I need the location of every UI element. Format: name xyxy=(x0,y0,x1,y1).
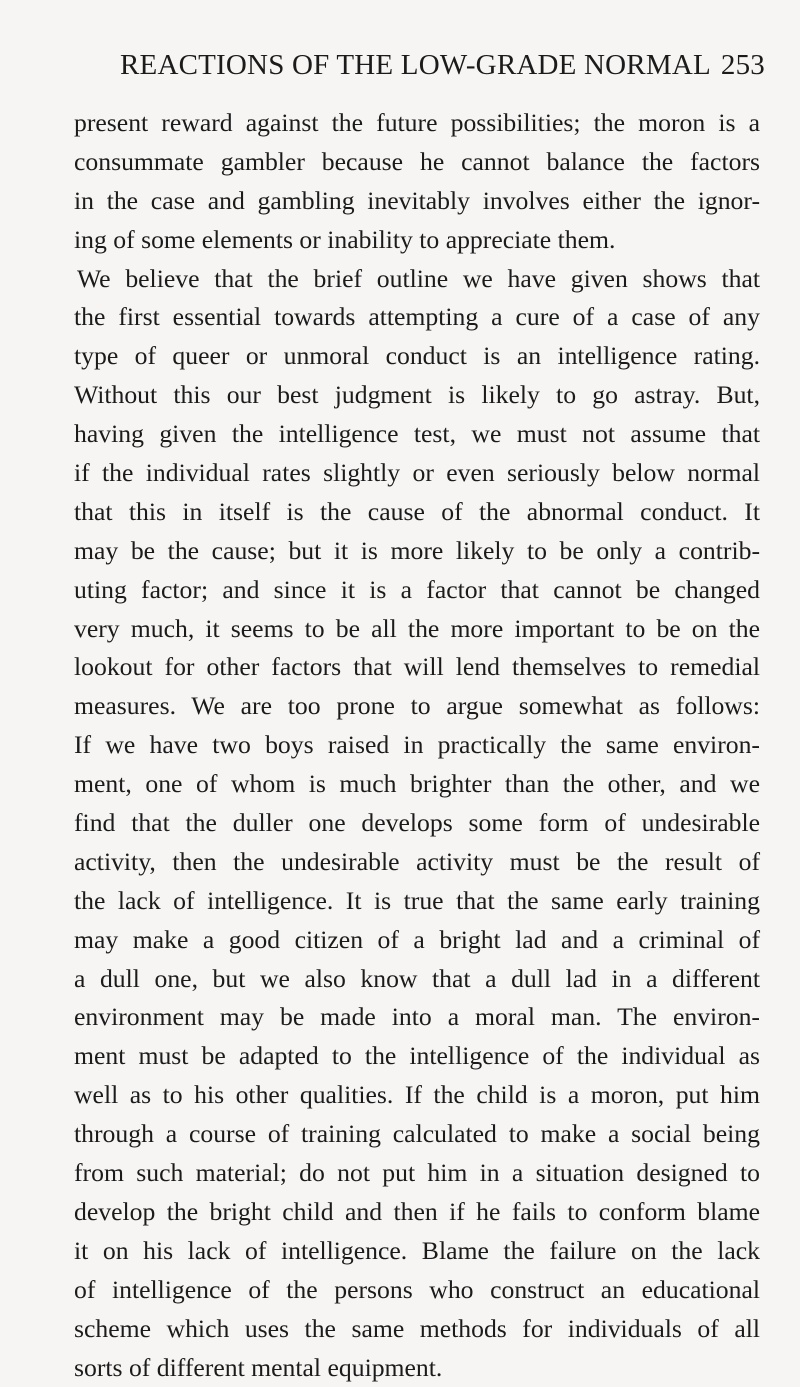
text-line: it on his lack of intelligence. Blame the failure on the lack xyxy=(74,1232,760,1271)
text-line: a dull one, but we also know that a dull lad in a different xyxy=(74,960,760,999)
text-line: lookout for other factors that will lend themselves to remedial xyxy=(74,648,760,687)
text-line: type of queer or unmoral conduct is an intelligence rating. xyxy=(74,337,760,376)
text-line: through a course of training calculated to make a social being xyxy=(74,1115,760,1154)
text-line: ment must be adapted to the intelligence of the individual as xyxy=(74,1037,760,1076)
text-line: may make a good citizen of a bright lad and a criminal of xyxy=(74,921,760,960)
text-line: scheme which uses the same methods for individuals of all xyxy=(74,1310,760,1349)
body-text xyxy=(74,104,760,1387)
text-line: Without this our best judgment is likely to go astray. But, xyxy=(74,376,760,415)
text-line: very much, it seems to be all the more important to be on the xyxy=(74,610,760,649)
text-line: the lack of intelligence. It is true that the same early training xyxy=(74,882,760,921)
running-title: REACTIONS OF THE LOW-GRADE NORMAL xyxy=(120,49,711,82)
text-line: the first essential towards attempting a cure of a case of any xyxy=(74,298,760,337)
text-line: consummate gambler because he cannot balance the factors xyxy=(74,143,760,182)
text-line: that this in itself is the cause of the abnormal conduct. It xyxy=(74,493,760,532)
text-line: If we have two boys raised in practically the same environ- xyxy=(74,726,760,765)
text-line: may be the cause; but it is more likely to be only a contrib- xyxy=(74,532,760,571)
text-line: measures. We are too prone to argue somewhat as follows: xyxy=(74,687,760,726)
text-line: from such material; do not put him in a situation designed to xyxy=(74,1154,760,1193)
text-line: develop the bright child and then if he fails to conform blame xyxy=(74,1193,760,1232)
text-line: in the case and gambling inevitably involves either the ignor- xyxy=(74,182,760,221)
text-line: of intelligence of the persons who construct an educational xyxy=(74,1271,760,1310)
text-line: environment may be made into a moral man. The environ- xyxy=(74,998,760,1037)
running-head xyxy=(76,49,776,89)
text-line: sorts of different mental equipment. xyxy=(74,1349,760,1387)
text-line: We believe that the brief outline we have given shows that xyxy=(74,260,760,299)
text-line: if the individual rates slightly or even seriously below normal xyxy=(74,454,760,493)
text-line: having given the intelligence test, we must not assume that xyxy=(74,415,760,454)
text-line: present reward against the future possibilities; the moron is a xyxy=(74,104,760,143)
text-line: ment, one of whom is much brighter than the other, and we xyxy=(74,765,760,804)
text-line: uting factor; and since it is a factor that cannot be changed xyxy=(74,571,760,610)
page-number: 253 xyxy=(721,49,765,82)
text-line: well as to his other qualities. If the child is a moron, put him xyxy=(74,1076,760,1115)
text-line: ing of some elements or inability to appreciate them. xyxy=(74,221,760,260)
text-line: find that the duller one develops some form of undesirable xyxy=(74,804,760,843)
text-line: activity, then the undesirable activity must be the result of xyxy=(74,843,760,882)
